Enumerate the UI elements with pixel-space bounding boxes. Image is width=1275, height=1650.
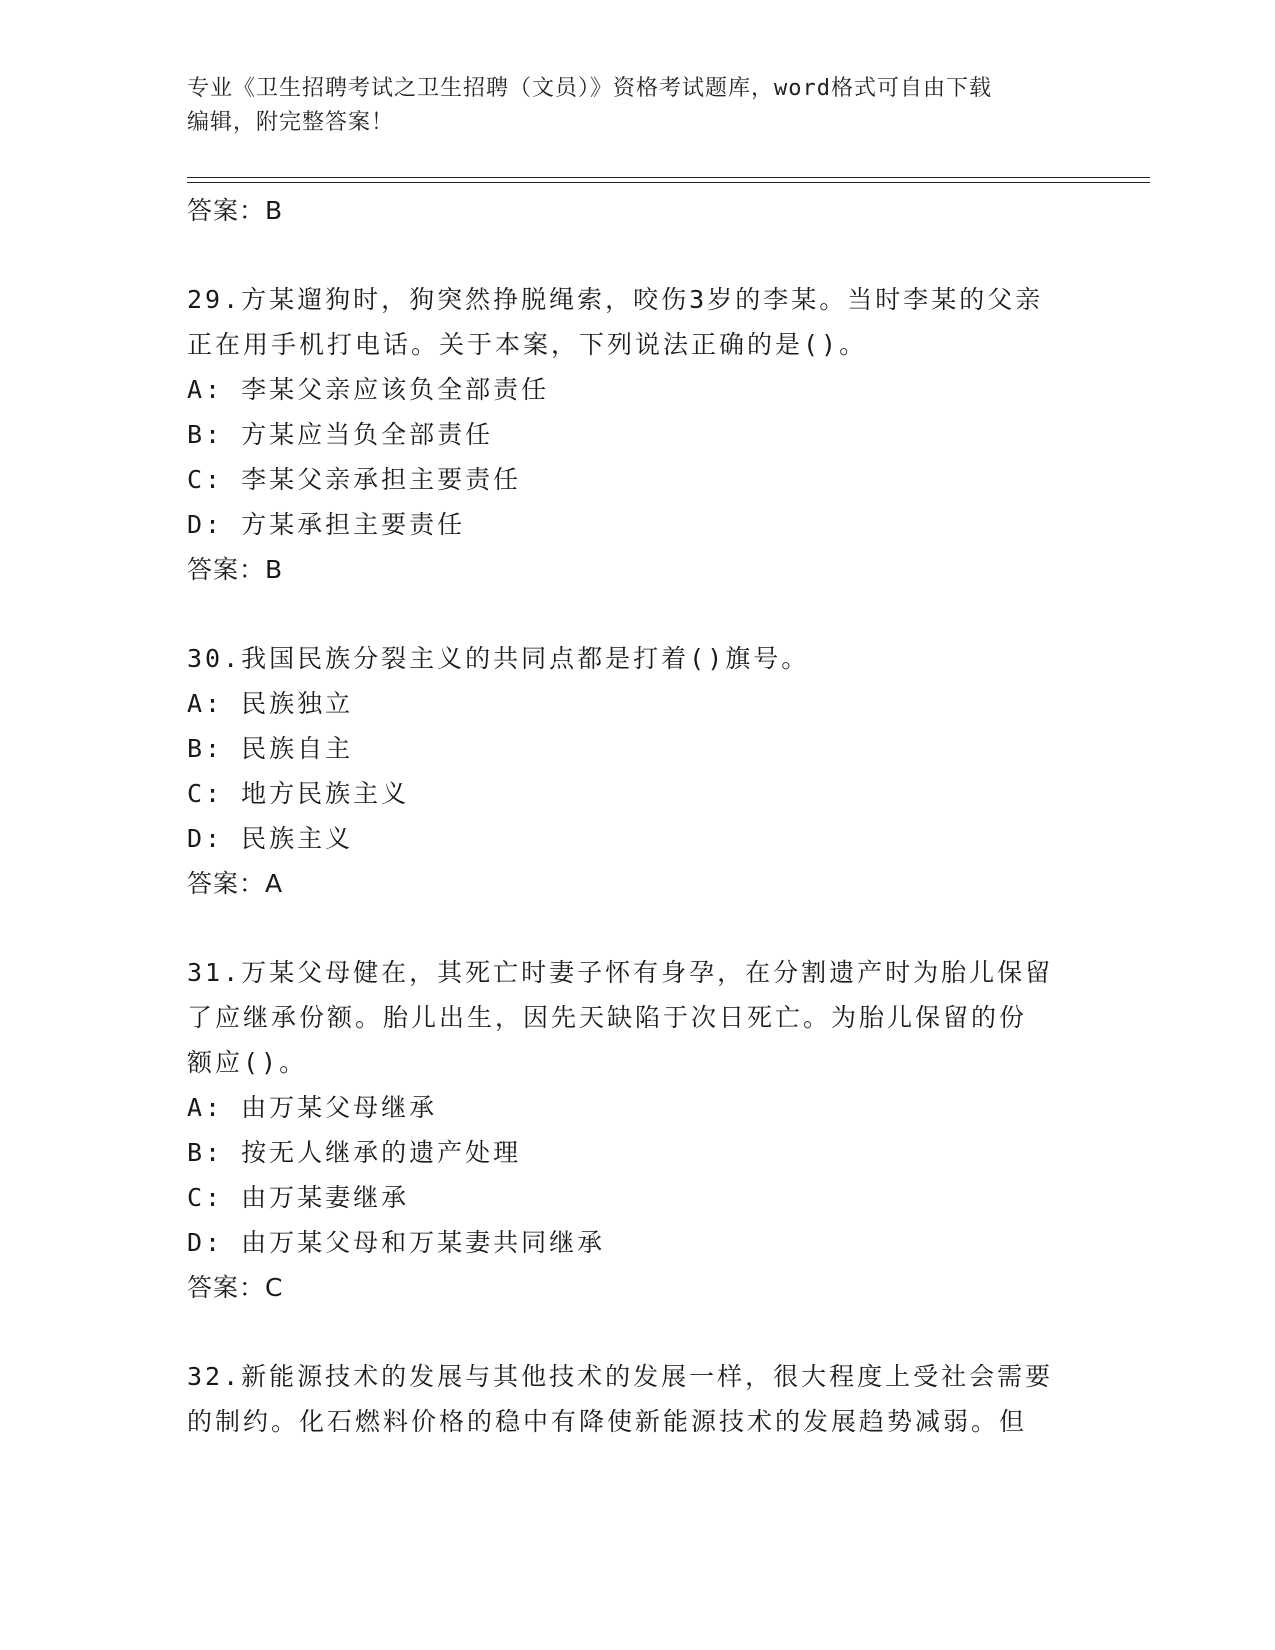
question-30-option-a: A: 民族独立 — [187, 689, 354, 718]
question-31 — [187, 950, 1087, 1310]
question-30-option-d: D: 民族主义 — [187, 824, 354, 853]
question-31-line-1: 31.万某父母健在，其死亡时妻子怀有身孕，在分割遗产时为胎儿保留 — [187, 958, 1054, 987]
question-29 — [187, 277, 1087, 592]
question-31-option-b: B: 按无人继承的遗产处理 — [187, 1138, 522, 1167]
answer-28: 答案：B — [187, 196, 284, 225]
question-32-line-2: 的制约。化石燃料价格的稳中有降使新能源技术的发展趋势减弱。但 — [187, 1407, 1028, 1436]
question-30-line-1: 30.我国民族分裂主义的共同点都是打着()旗号。 — [187, 644, 810, 673]
document-header — [187, 72, 1067, 140]
question-31-line-2: 了应继承份额。胎儿出生，因先天缺陷于次日死亡。为胎儿保留的份 — [187, 1003, 1028, 1032]
question-31-option-c: C: 由万某妻继承 — [187, 1183, 410, 1212]
header-line-2: 编辑，附完整答案！ — [187, 110, 395, 135]
question-31-line-3: 额应()。 — [187, 1048, 308, 1077]
question-29-option-d: D: 方某承担主要责任 — [187, 510, 466, 539]
question-31-option-d: D: 由万某父母和万某妻共同继承 — [187, 1228, 606, 1257]
question-30-answer: 答案：A — [187, 869, 284, 898]
question-29-answer: 答案：B — [187, 555, 284, 584]
header-divider-bottom — [187, 182, 1150, 183]
question-30 — [187, 636, 1087, 906]
question-30-option-b: B: 民族自主 — [187, 734, 354, 763]
question-29-option-b: B: 方某应当负全部责任 — [187, 420, 494, 449]
question-31-answer: 答案：C — [187, 1273, 284, 1302]
question-30-option-c: C: 地方民族主义 — [187, 779, 410, 808]
question-32 — [187, 1354, 1087, 1444]
question-29-line-2: 正在用手机打电话。关于本案，下列说法正确的是()。 — [187, 330, 868, 359]
document-body — [187, 188, 1087, 1444]
question-32-line-1: 32.新能源技术的发展与其他技术的发展一样，很大程度上受社会需要 — [187, 1362, 1054, 1391]
header-divider-top — [187, 177, 1150, 178]
question-29-option-c: C: 李某父亲承担主要责任 — [187, 465, 522, 494]
header-line-1: 专业《卫生招聘考试之卫生招聘（文员）》资格考试题库，word格式可自由下载 — [187, 76, 992, 101]
question-29-line-1: 29.方某遛狗时，狗突然挣脱绳索，咬伤3岁的李某。当时李某的父亲 — [187, 285, 1044, 314]
question-31-option-a: A: 由万某父母继承 — [187, 1093, 438, 1122]
question-29-option-a: A: 李某父亲应该负全部责任 — [187, 375, 550, 404]
